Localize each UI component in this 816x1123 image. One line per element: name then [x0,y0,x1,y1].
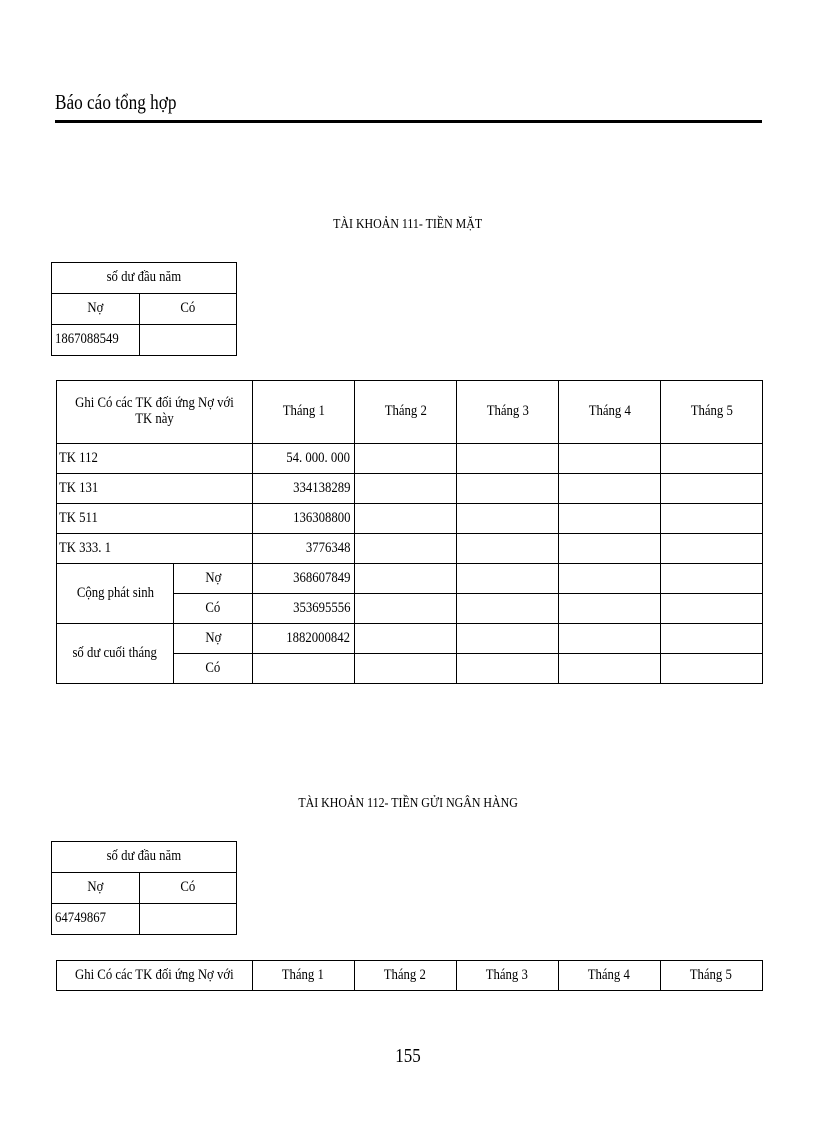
section2-title [0,796,816,812]
row-m1-value: 136308800 [253,504,355,534]
opening-co-label: Có [140,294,237,325]
opening-co-label: Có [140,873,237,904]
table-row [57,444,763,474]
no-label: Nợ [174,564,253,594]
col0-header: Ghi Có các TK đối ứng Nợ với [57,961,253,991]
cong-phat-sinh-co-m1: 353695556 [253,594,355,624]
section1-opening-balance-table [51,262,237,356]
page-number: 155 [395,1045,421,1067]
section1-main-table [56,380,763,684]
so-du-cuoi-thang-label: số dư cuối tháng [57,624,174,684]
table-row [57,534,763,564]
col0-header: Ghi Có các TK đối ứng Nợ với TK này [57,381,253,444]
no-label: Nợ [174,624,253,654]
table-row [57,624,763,654]
section2-opening-balance-table [51,841,237,935]
month-header: Tháng 4 [558,961,660,991]
opening-co-value [140,325,237,356]
header-divider [55,120,762,123]
opening-no-value: 64749867 [52,904,140,935]
cong-phat-sinh-label: Cộng phát sinh [57,564,174,624]
row-label: TK 511 [57,504,253,534]
opening-co-value [140,904,237,935]
row-label: TK 131 [57,474,253,504]
so-du-cuoi-no-m1: 1882000842 [253,624,355,654]
section2-title-text: TÀI KHOẢN 112- TIỀN GỬI NGÂN HÀNG [298,796,518,811]
table-header-row [57,381,763,444]
month-header: Tháng 4 [559,381,661,444]
month-header: Tháng 5 [661,381,763,444]
month-header: Tháng 1 [252,961,354,991]
row-label: TK 333. 1 [57,534,253,564]
so-du-cuoi-co-m1 [253,654,355,684]
month-header: Tháng 2 [354,961,456,991]
table-row [57,564,763,594]
row-m1-value: 334138289 [253,474,355,504]
row-label: TK 112 [57,444,253,474]
month-header: Tháng 1 [253,381,355,444]
co-label: Có [174,654,253,684]
month-header: Tháng 3 [456,961,558,991]
section1-title [0,217,816,233]
row-m1-value: 54. 000. 000 [253,444,355,474]
co-label: Có [174,594,253,624]
month-header: Tháng 3 [457,381,559,444]
report-header-title: Báo cáo tổng hợp [55,90,177,114]
opening-balance-header: số dư đầu năm [52,263,237,294]
section1-title-text: TÀI KHOẢN 111- TIỀN MẶT [333,217,483,232]
table-row [57,474,763,504]
opening-no-label: Nợ [52,294,140,325]
section2-main-table [56,960,763,991]
opening-no-label: Nợ [52,873,140,904]
table-header-row [57,961,763,991]
opening-balance-header: số dư đầu năm [52,842,237,873]
row-m1-value: 3776348 [253,534,355,564]
month-header: Tháng 5 [660,961,762,991]
cong-phat-sinh-no-m1: 368607849 [253,564,355,594]
month-header: Tháng 2 [355,381,457,444]
table-row [57,504,763,534]
opening-no-value: 1867088549 [52,325,140,356]
